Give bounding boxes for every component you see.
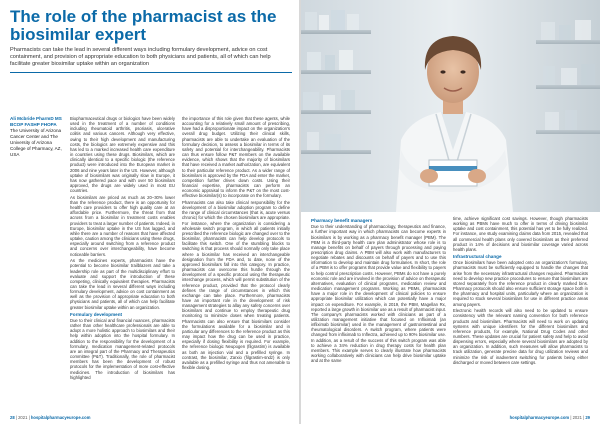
body-column-4: [453, 216, 588, 406]
body-paragraph: Due to their understanding of pharmacology, therapeutics and finance, a further important way in which pharmacists can become experts in biosimilars is by working as a pharmacy benefit manager (PBM). The PBM is a third-party health care plan administrator whose role is to manage benefits on behalf of payers through processing and paying prescription drug claims. A PBM will also work with manufacturers to negotiate rebates and discounts on behalf of payers and to use this information to develop and maintain drug formularies. In short, the role of a PBM is to offer programs that provide value and flexibility to payers to help control prescription costs. However, PBMs do not have a purely economic role and are involved in the provision of advice on therapeutic alternatives, evaluation of clinical programs, medication review and medication management programs. Working as PBMs, pharmacists have a major role in the development of clinical policies to ensure appropriate biosimilar utilization which can potentially have a major impact on expenditure. For example, in 2019, the PBM, Magellan Rx, reported a large growth in biosimilar use as a result of pharmacist input. The company's pharmacists worked with clinicians as part of a utilization management initiative that focused on Infliximab (an infliximab biosimilar) used in the management of gastrointestinal and rheumatological disorders. A switch program, where patients were changed from infliximab to Inflectra, achieved up to 90% biosimilar use. In addition, as a result of the success of this switch program was able to achieve a 34% reduction in drug therapy costs for health plan members. This example serves to clearly illustrate how pharmacists working collaboratively with clinicians can help drive biosimilar uptake and at the same: [311, 224, 446, 364]
section-heading-infrastructure: Infrastructural change: [453, 254, 502, 260]
right-footer-year: 2021: [572, 415, 582, 420]
left-footer: 28 | 2021 | hospitalpharmacyeurope.com: [10, 415, 91, 420]
left-page-number: 28: [10, 415, 15, 420]
article-standfirst: Pharmacists can take the lead in several different ways including formulary development, advice on cost containment, and provision of appropriate education to both physicians and patients, all of which can help facilitate greater biosimilar uptake within an organization: [10, 47, 271, 68]
body-paragraph: Pharmacists can also take clinical responsibility for the development of a biosimilar adoption program to define the range of clinical circumstances (that is, acute versus chronic) for which the chosen biosimilars are appropriate. For instance, where the organization is considering a wholesale switch program, in which all patients initially prescribed the reference biologic are changed over to the biosimilar, pharmacists can help develop protocols to facilitate this switch. One of the stumbling blocks to switching is that process should normally only take place where a biosimilar has received an interchangeable designation from the FDA and, to date, none of the approved biosimilars fall into this category. In practice, pharmacists can overcome this hurdle through the development of a specific protocol using the therapeutic interchange process, which will permit substitution of the reference product, provided that the protocol clearly defines the range of circumstances in which this exchange can take place. Furthermore, pharmacists have an important role in the development of risk management strategies to allay any safety concerns over biosimilars and continue to employ therapeutic drug monitoring to minimize doses when treating patients. Pharmacists can also ensure that biosimilars consider the formulations available for a biosimilar and in particular any differences to the reference product as this may impact how the drug can be used in practice, especially if dosing flexibility is required. For example, the reference biologic Neupogen (filgrastim) is available as both an injection vial and a prefilled syringe. In contrast, the biosimilar, Zarxio (filgrastim-sndz) is only available as a prefilled syringe and thus not amenable to flexible dosing.: [182, 200, 290, 370]
author-block: [10, 116, 68, 158]
left-footer-url: hospitalpharmacyeurope.com: [30, 415, 91, 420]
body-paragraph: As the medicines experts, pharmacists have the potential to become biosimilar trailblazers and take a leadership role as part of the multidisciplinary effort to evaluate and support the introduction of these competing, clinically equivalent therapies. Pharmacists can take the lead in several different ways including formulary development, advice on cost containment as well as the provision of appropriate education to both physicians and patients, all of which can help facilitate greater biosimilar uptake within an organization.: [70, 258, 175, 310]
body-column-3: [311, 216, 446, 406]
body-paragraph: Electronic health records will also need to be updated to ensure consistency with the relevant naming convention for both reference products and biosimilars. Pharmacists will need to work on updating systems with unique identifiers for the different biosimilars and reference products, for example, National Drug Codes and other numbers. These updates are crucial for patient safety and help to avoid dispensing errors, especially where several biosimilars are adopted by an organization. In addition, such measures will allow pharmacists to track utilization, generate precise data for drug utilization reviews and minimize the risk of inadvertent switching for patients being either discharged or moved between care settings.: [453, 308, 588, 365]
right-page-number: 29: [585, 415, 590, 420]
body-column-2: [182, 116, 290, 406]
body-paragraph: time, achieve significant cost savings. However, though pharmacists working as PBMs have much to offer in terms of driving biosimilar uptake and cost containment, this potential has yet to be fully realized. For instance, one study examining claims data from 2015, revealed that all commercial health plans only covered biosimilars as their preferred product in 14% of decisions and biosimilar coverage varied across health plans.: [453, 216, 588, 252]
body-paragraph: Due to their clinical and financial nuances, pharmacists rather than other healthcare professionals are able to adopt a more holistic approach to biosimilars and their help within adoption into the hospital formulary. In addition to the responsibility for the development of a formulary, medication management-related protocols are an integral part of the Pharmacy and Therapeutics committee (P&T). Traditionally, the role of pharmacist members has been the development of robust protocols for the implementation of more cost-effective medicines. The introduction of biosimilars has highlighted: [70, 317, 175, 380]
section-heading-formulary: Formulary development: [70, 311, 123, 317]
body-paragraph: Once biosimilars have been adopted onto an organization's formulary, pharmacists must be sufficiently equipped to handle the changes that arise from the necessary infrastructural changes required. Pharmacists need to develop new practice procedures to ensure that biosimilars are stored separately from the reference product in clearly marked bins. Pharmacy protocols should also ensure sufficient storage space both in the pharmacy and hospital units, particularly where an organization is required to stock several biosimilars for use in different practice areas among payers.: [453, 260, 588, 307]
body-paragraph: As biosimilars are priced as much as 20–30% lower than the reference product, there is an opportunity for health care providers to offer high quality care at an affordable price. Furthermore, the threat from that across from a biosimilar in treatment costs enables providers to treat a larger number of patients. Indeed, in Europe, biosimilar uptake in the US has lagged, and while there are a number of reasons that have affected uptake, caution among the clinicians using these drugs, especially around switching from a reference product and concerns over interchangeability, have become noticeable barriers.: [70, 194, 175, 257]
article-title: The role of the pharmacist as the biosimilar expert: [10, 7, 277, 44]
section-heading-pbm: Pharmacy benefit managers: [311, 218, 373, 223]
body-column-1: [70, 116, 175, 406]
divider-rule: [10, 72, 292, 73]
right-footer-url: hospitalpharmacyeurope.com: [509, 415, 570, 420]
left-footer-year: 2021: [18, 415, 28, 420]
body-paragraph: Biopharmaceutical drugs or biologics have been widely used in the treatment of a number of conditions including rheumatoid arthritis, psoriasis, ulcerative colitis and various cancers. Although very effective, owing to their high development and manufacturing costs, the biologics are extremely expensive and this has led to a marked increased health care expenditure in countries using these drugs. Biosimilars, which are clinically identical to a specific biologic (the reference product) were introduced into the European market in 2006 and nine years later in the US. However, although uptake of biosimilars was originally slow in Europe, it has now gathered pace and with over 50 biosimilars approved, the drugs are widely used in most EU countries.: [70, 116, 175, 194]
author-affiliation: The University of Arizona Cancer Center and The University of Arizona College of Pharmacy, AZ, USA: [10, 128, 62, 157]
right-footer: hospitalpharmacyeurope.com | 2021 | 29: [509, 415, 590, 420]
author-name: Ali Mcbride PharmD MS BCOP FASHP FHOPA: [10, 116, 62, 127]
body-paragraph: the importance of this role given that these agents, while accounting for a relatively small amount of prescribing, have had a disproportionate impact on the organization's overall drug budget. Utilizing their clinical skills, pharmacists are able to undertake an evaluation of the formulary decision, to assess a biosimilar in terms of its safety and potential for interchangeability. Pharmacists can thus ensure follow P&T members on the available evidence, which shows that the majority of biosimilars that have received a market authorization, are equivalent to their particular reference product. As a wider range of biosimilars is approved by the FDA and enter the market, competition further drives down costs. Using their financial expertise, pharmacists can perform an economic appraisal to inform the P&T on the most cost-effective biosimilar(s) to incorporate on the formulary.: [182, 116, 290, 199]
left-page: [0, 0, 299, 424]
